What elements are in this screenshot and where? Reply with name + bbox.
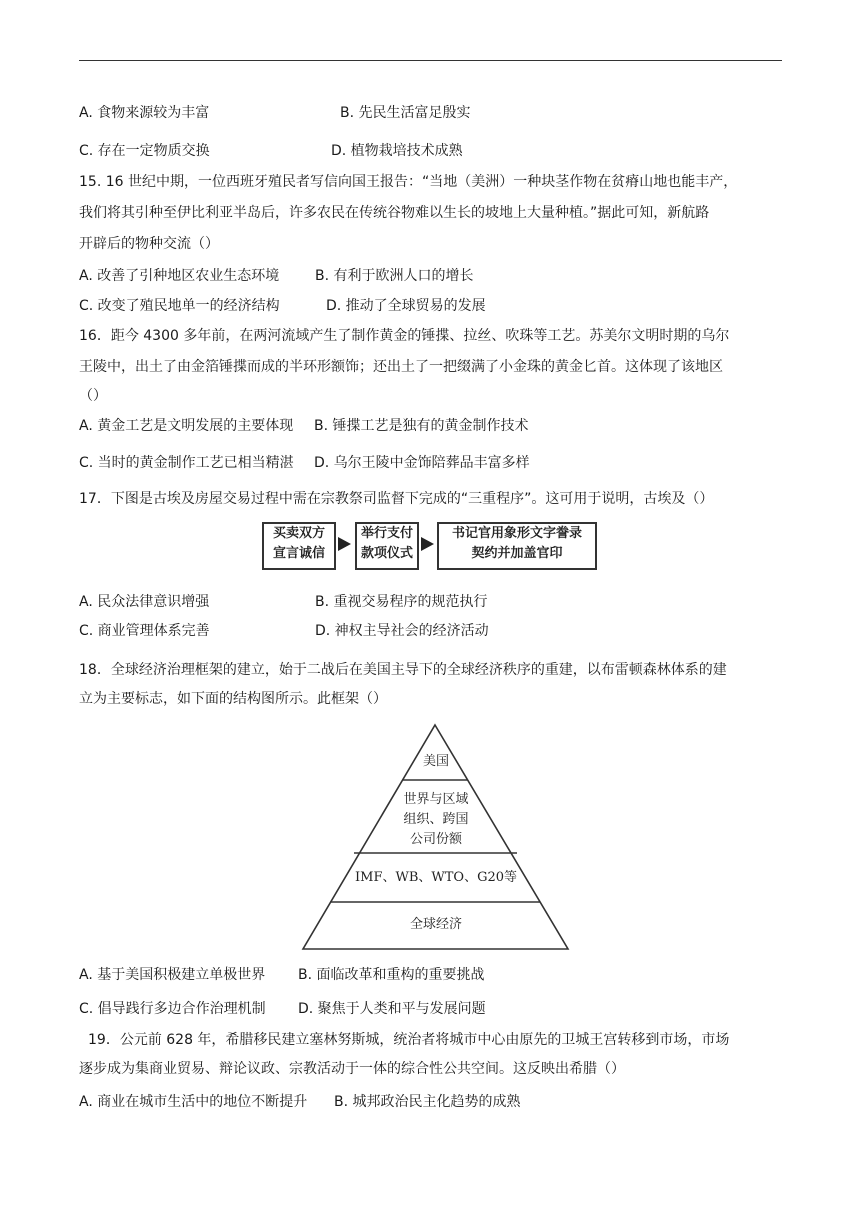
question-16-text: （） — [79, 388, 107, 404]
question-17-text: 17．下图是古埃及房屋交易过程中需在宗教祭司监督下完成的“三重程序”。这可用于说明，古埃及（） — [79, 491, 714, 507]
pyramid-tier-3: IMF、WB、WTO、G20等 — [355, 870, 517, 885]
option-a: A. 黄金工艺是文明发展的主要体现 — [79, 418, 294, 434]
option-d: D. 植物栽培技术成熟 — [331, 143, 463, 159]
option-a: A. 基于美国积极建立单极世界 — [79, 967, 266, 983]
question-15-text: 开辟后的物种交流（） — [79, 236, 219, 252]
flow-step-2-line2: 款项仪式 — [360, 546, 413, 561]
flow-step-3 — [437, 522, 597, 570]
pyramid-tier-2-line3: 公司份额 — [409, 832, 462, 847]
pyramid-tier-2-line2: 组织、跨国 — [403, 812, 469, 827]
pyramid-tier-1: 美国 — [422, 754, 449, 769]
flow-step-1-line2: 宣言诚信 — [272, 546, 325, 561]
option-c: C. 倡导践行多边合作治理机制 — [79, 1001, 266, 1017]
option-b: B. 有利于欧洲人口的增长 — [315, 268, 474, 284]
flow-step-2 — [355, 522, 419, 570]
arrow-right-icon — [421, 537, 434, 551]
option-a: A. 食物来源较为丰富 — [79, 105, 210, 121]
flow-step-3-line2: 契约并加盖官印 — [471, 546, 563, 561]
flow-step-2-line1: 举行支付 — [360, 526, 413, 541]
option-b: B. 锤揲工艺是独有的黄金制作技术 — [314, 418, 529, 434]
option-b: B. 面临改革和重构的重要挑战 — [298, 967, 485, 983]
option-d: D. 推动了全球贸易的发展 — [326, 298, 486, 314]
option-a: A. 民众法律意识增强 — [79, 594, 210, 610]
flow-step-1-line1: 买卖双方 — [272, 526, 325, 541]
option-b: B. 先民生活富足殷实 — [340, 105, 471, 121]
option-b: B. 城邦政治民主化趋势的成熟 — [334, 1094, 521, 1110]
option-d: D. 神权主导社会的经济活动 — [315, 623, 489, 639]
question-15-text: 15. 16 世纪中期，一位西班牙殖民者写信向国王报告：“当地（美洲）一种块茎作物在贫瘠山地也能丰产， — [79, 174, 738, 190]
arrow-right-icon — [338, 537, 351, 551]
option-c: C. 当时的黄金制作工艺已相当精湛 — [79, 455, 294, 471]
question-15-text: 我们将其引种至伊比利亚半岛后，许多农民在传统谷物难以生长的坡地上大量种植。”据此可知，新航路 — [79, 205, 710, 221]
pyramid-tier-4: 全球经济 — [409, 917, 462, 932]
flow-step-1 — [262, 522, 336, 570]
option-c: C. 存在一定物质交换 — [79, 143, 210, 159]
header-rule — [79, 60, 782, 61]
option-a: A. 商业在城市生活中的地位不断提升 — [79, 1094, 308, 1110]
option-d: D. 聚焦于人类和平与发展问题 — [298, 1001, 486, 1017]
question-16-text: 王陵中，出土了由金箔锤揲而成的半环形额饰；还出土了一把缀满了小金珠的黄金匕首。这体现了该地区 — [79, 359, 723, 375]
option-c: C. 改变了殖民地单一的经济结构 — [79, 298, 280, 314]
option-c: C. 商业管理体系完善 — [79, 623, 210, 639]
question-18-text: 18．全球经济治理框架的建立，始于二战后在美国主导下的全球经济秩序的重建，以布雷顿森林体系的建 — [79, 662, 727, 678]
question-18-text: 立为主要标志，如下面的结构图所示。此框架（） — [79, 691, 387, 707]
question-19-text: 19．公元前 628 年，希腊移民建立塞林努斯城，统治者将城市中心由原先的卫城王宫转移到市场，市场 — [88, 1032, 730, 1048]
option-b: B. 重视交易程序的规范执行 — [315, 594, 488, 610]
question-16-text: 16．距今 4300 多年前，在两河流域产生了制作黄金的锤揲、拉丝、吹珠等工艺。苏美尔文明时期的乌尔 — [79, 328, 730, 344]
option-d: D. 乌尔王陵中金饰陪葬品丰富多样 — [314, 455, 530, 471]
flow-step-3-line1: 书记官用象形文字誊录 — [451, 526, 582, 541]
question-19-text: 逐步成为集商业贸易、辩论议政、宗教活动于一体的综合性公共空间。这反映出希腊（） — [79, 1061, 625, 1077]
pyramid-tier-2-line1: 世界与区域 — [403, 792, 469, 807]
option-a: A. 改善了引种地区农业生态环境 — [79, 268, 280, 284]
